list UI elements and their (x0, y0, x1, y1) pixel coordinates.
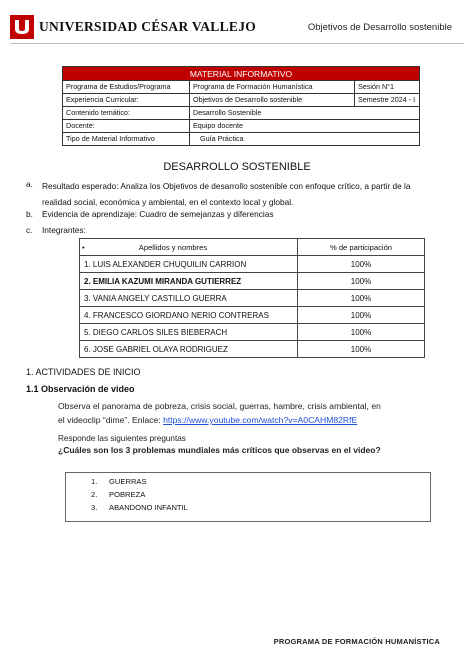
table-row (80, 256, 425, 273)
item-members (26, 224, 450, 238)
list-text: ABANDONO INFANTIL (109, 503, 188, 512)
info-cell: Programa de Estudios/Programa (63, 81, 190, 94)
members-table-header (80, 239, 425, 256)
question-text: ¿Cuáles son los 3 problemas mundiales más críticos que observas en el video? (58, 445, 381, 455)
item-text: Integrantes: (42, 225, 86, 235)
info-cell: Docente: (63, 120, 190, 133)
info-cell: Semestre 2024 - I (355, 94, 420, 107)
info-row (63, 94, 420, 107)
member-name: 2. EMILIA KAZUMI MIRANDA GUTIERREZ (80, 273, 298, 290)
item-text: Resultado esperado: Analiza los Objetivos de desarrollo sostenible con enfoque crítico, a partir de la realidad social, económica y ambiental, en el contexto local y global. (42, 181, 411, 207)
item-text: Evidencia de aprendizaje: Cuadro de semejanzas y diferencias (42, 209, 274, 219)
info-cell: Experiencia Curricular: (63, 94, 190, 107)
info-cell: Programa de Formación Humanística (190, 81, 355, 94)
bullet: • (82, 242, 85, 252)
member-pct: 100% (298, 341, 425, 358)
doc-title: DESARROLLO SOSTENIBLE (163, 161, 311, 173)
member-pct: 100% (298, 256, 425, 273)
list-text: POBREZA (109, 490, 146, 499)
member-pct: 100% (298, 273, 425, 290)
member-pct: 100% (298, 307, 425, 324)
table-row (80, 307, 425, 324)
member-pct: 100% (298, 290, 425, 307)
info-cell: Tipo de Material Informativo (63, 133, 190, 146)
table-row (80, 324, 425, 341)
info-cell: Equipo docente (190, 120, 420, 133)
table-row (80, 290, 425, 307)
table-row (80, 273, 425, 290)
info-cell: Sesión N°1 (355, 81, 420, 94)
member-name: 3. VANIA ANGELY CASTILLO GUERRA (80, 290, 298, 307)
item-key: c. (26, 225, 33, 235)
info-cell: Objetivos de Desarrollo sostenible (190, 94, 355, 107)
member-name: 6. JOSE GABRIEL OLAYA RODRIGUEZ (80, 341, 298, 358)
instruction-text: Responde las siguientes preguntas (58, 434, 186, 443)
info-row (63, 107, 420, 120)
info-cell: Contenido temático: (63, 107, 190, 120)
item-evidence (26, 208, 450, 222)
section-heading: 1. ACTIVIDADES DE INICIO (26, 367, 141, 377)
name-column-label: Apellidos y nombres (138, 242, 208, 252)
ucv-logo-icon (10, 15, 34, 39)
info-row (63, 133, 420, 146)
course-title: Objetivos de Desarrollo sostenible (307, 22, 452, 33)
info-table (62, 66, 420, 146)
list-text: GUERRAS (109, 477, 147, 486)
header-divider (10, 43, 464, 44)
table-row (80, 341, 425, 358)
subsection-heading: 1.1 Observación de video (26, 384, 135, 394)
info-row (63, 81, 420, 94)
footer-text: PROGRAMA DE FORMACIÓN HUMANÍSTICA (273, 637, 440, 646)
list-number: 2. (91, 490, 98, 499)
university-logo (10, 12, 256, 42)
info-cell: Guía Práctica (190, 133, 420, 146)
name-column-header (80, 239, 298, 256)
paragraph-line-with-link (58, 414, 357, 427)
pct-column-header: % de participación (298, 239, 425, 256)
video-link[interactable]: https://www.youtube.com/watch?v=A0CAHM82RfE (163, 415, 358, 425)
item-expected-result (26, 178, 450, 206)
paragraph-text: el videoclip “dime”. Enlace: (58, 415, 164, 425)
university-name: UNIVERSIDAD CÉSAR VALLEJO (39, 19, 257, 34)
item-key: b. (26, 209, 33, 219)
member-name: 5. DIEGO CARLOS SILES BIEBERACH (80, 324, 298, 341)
paragraph-line: Observa el panorama de pobreza, crisis social, guerras, hambre, crisis ambiental, en (58, 401, 381, 411)
member-pct: 100% (298, 324, 425, 341)
info-row (63, 120, 420, 133)
item-key: a. (26, 179, 33, 189)
info-cell: Desarrollo Sostenible (190, 107, 420, 120)
answers-box (65, 472, 431, 522)
list-number: 3. (91, 503, 98, 512)
list-number: 1. (91, 477, 98, 486)
members-table (79, 238, 425, 358)
info-table-heading: MATERIAL INFORMATIVO (63, 67, 420, 81)
member-name: 4. FRANCESCO GIORDANO NERIO CONTRERAS (80, 307, 298, 324)
member-name: 1. LUIS ALEXANDER CHUQUILIN CARRION (80, 256, 298, 273)
